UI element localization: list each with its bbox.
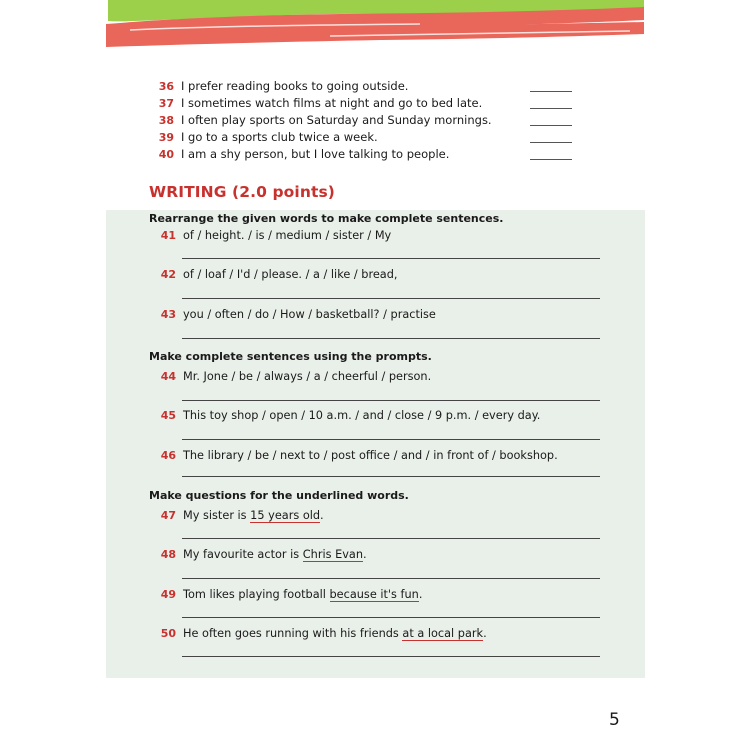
answer-line[interactable] xyxy=(182,338,600,339)
decorative-banner xyxy=(0,0,750,60)
answer-line[interactable] xyxy=(182,656,600,657)
answer-line[interactable] xyxy=(182,439,600,440)
underlined-phrase: Chris Evan xyxy=(302,548,363,561)
question-number: 48 xyxy=(160,548,176,561)
item-number: 40 xyxy=(158,148,174,161)
instruction-rearrange: Rearrange the given words to make complete sentences. xyxy=(149,212,504,225)
question-number: 41 xyxy=(160,229,176,242)
question-number: 44 xyxy=(160,370,176,383)
question-text-start: Tom likes playing football xyxy=(183,588,330,601)
question-50 xyxy=(158,626,608,642)
answer-line[interactable] xyxy=(182,476,600,477)
question-number: 43 xyxy=(160,308,176,321)
answer-blank[interactable] xyxy=(530,91,572,92)
answer-line[interactable] xyxy=(182,258,600,259)
question-number: 45 xyxy=(160,409,176,422)
question-text: of / height. / is / medium / sister / My xyxy=(183,229,392,242)
question-text-end: . xyxy=(483,627,487,640)
question-text: This toy shop / open / 10 a.m. / and / close / 9 p.m. / every day. xyxy=(183,409,541,422)
answer-line[interactable] xyxy=(182,578,600,579)
underlined-phrase: at a local park xyxy=(402,627,484,640)
question-number: 49 xyxy=(160,588,176,601)
question-49 xyxy=(158,587,608,603)
page-number: 5 xyxy=(609,710,620,730)
underlined-phrase: 15 years old xyxy=(250,509,321,522)
instruction-questions: Make questions for the underlined words. xyxy=(149,489,409,502)
question-43 xyxy=(158,307,608,323)
instruction-prompts: Make complete sentences using the prompts. xyxy=(149,350,432,363)
question-41 xyxy=(158,228,608,244)
item-text: I often play sports on Saturday and Sunday mornings. xyxy=(181,113,492,127)
question-text-end: . xyxy=(320,509,324,522)
answer-line[interactable] xyxy=(182,617,600,618)
item-text: I am a shy person, but I love talking to people. xyxy=(181,147,450,161)
answer-blank[interactable] xyxy=(530,159,572,160)
question-42 xyxy=(158,267,608,283)
list-item xyxy=(150,129,580,146)
answer-blank[interactable] xyxy=(530,108,572,109)
underlined-phrase: because it's fun xyxy=(329,588,419,601)
question-text-end: . xyxy=(362,548,367,561)
question-text: The library / be / next to / post office / and / in front of / bookshop. xyxy=(183,449,558,462)
question-number: 42 xyxy=(160,268,176,281)
answer-blank[interactable] xyxy=(530,125,572,126)
item-text: I go to a sports club twice a week. xyxy=(181,130,378,144)
item-text: I prefer reading books to going outside. xyxy=(181,79,409,93)
item-number: 37 xyxy=(158,97,174,110)
question-text: of / loaf / I'd / please. / a / like / bread, xyxy=(183,268,398,281)
question-44 xyxy=(158,369,608,385)
question-47 xyxy=(158,508,608,524)
question-text: you / often / do / How / basketball? / practise xyxy=(183,308,436,321)
answer-line[interactable] xyxy=(182,298,600,299)
answer-line[interactable] xyxy=(182,538,600,539)
item-number: 39 xyxy=(158,131,174,144)
question-text-end: . xyxy=(418,588,423,601)
question-45 xyxy=(158,408,608,424)
item-number: 36 xyxy=(158,80,174,93)
list-item xyxy=(150,78,580,95)
question-text: Mr. Jone / be / always / a / cheerful / person. xyxy=(183,370,432,383)
writing-section-title: WRITING (2.0 points) xyxy=(149,183,335,201)
item-number: 38 xyxy=(158,114,174,127)
answer-blank[interactable] xyxy=(530,142,572,143)
question-number: 46 xyxy=(160,449,176,462)
question-number: 47 xyxy=(160,509,176,522)
question-46 xyxy=(158,448,608,464)
list-item xyxy=(150,95,580,112)
question-text-start: My sister is xyxy=(183,509,251,522)
true-false-list xyxy=(150,78,580,163)
list-item xyxy=(150,112,580,129)
item-text: I sometimes watch films at night and go to bed late. xyxy=(181,96,483,110)
question-text-start: He often goes running with his friends xyxy=(183,627,403,640)
answer-line[interactable] xyxy=(182,400,600,401)
question-text-start: My favourite actor is xyxy=(183,548,303,561)
list-item xyxy=(150,146,580,163)
question-number: 50 xyxy=(160,627,176,640)
question-48 xyxy=(158,547,608,563)
